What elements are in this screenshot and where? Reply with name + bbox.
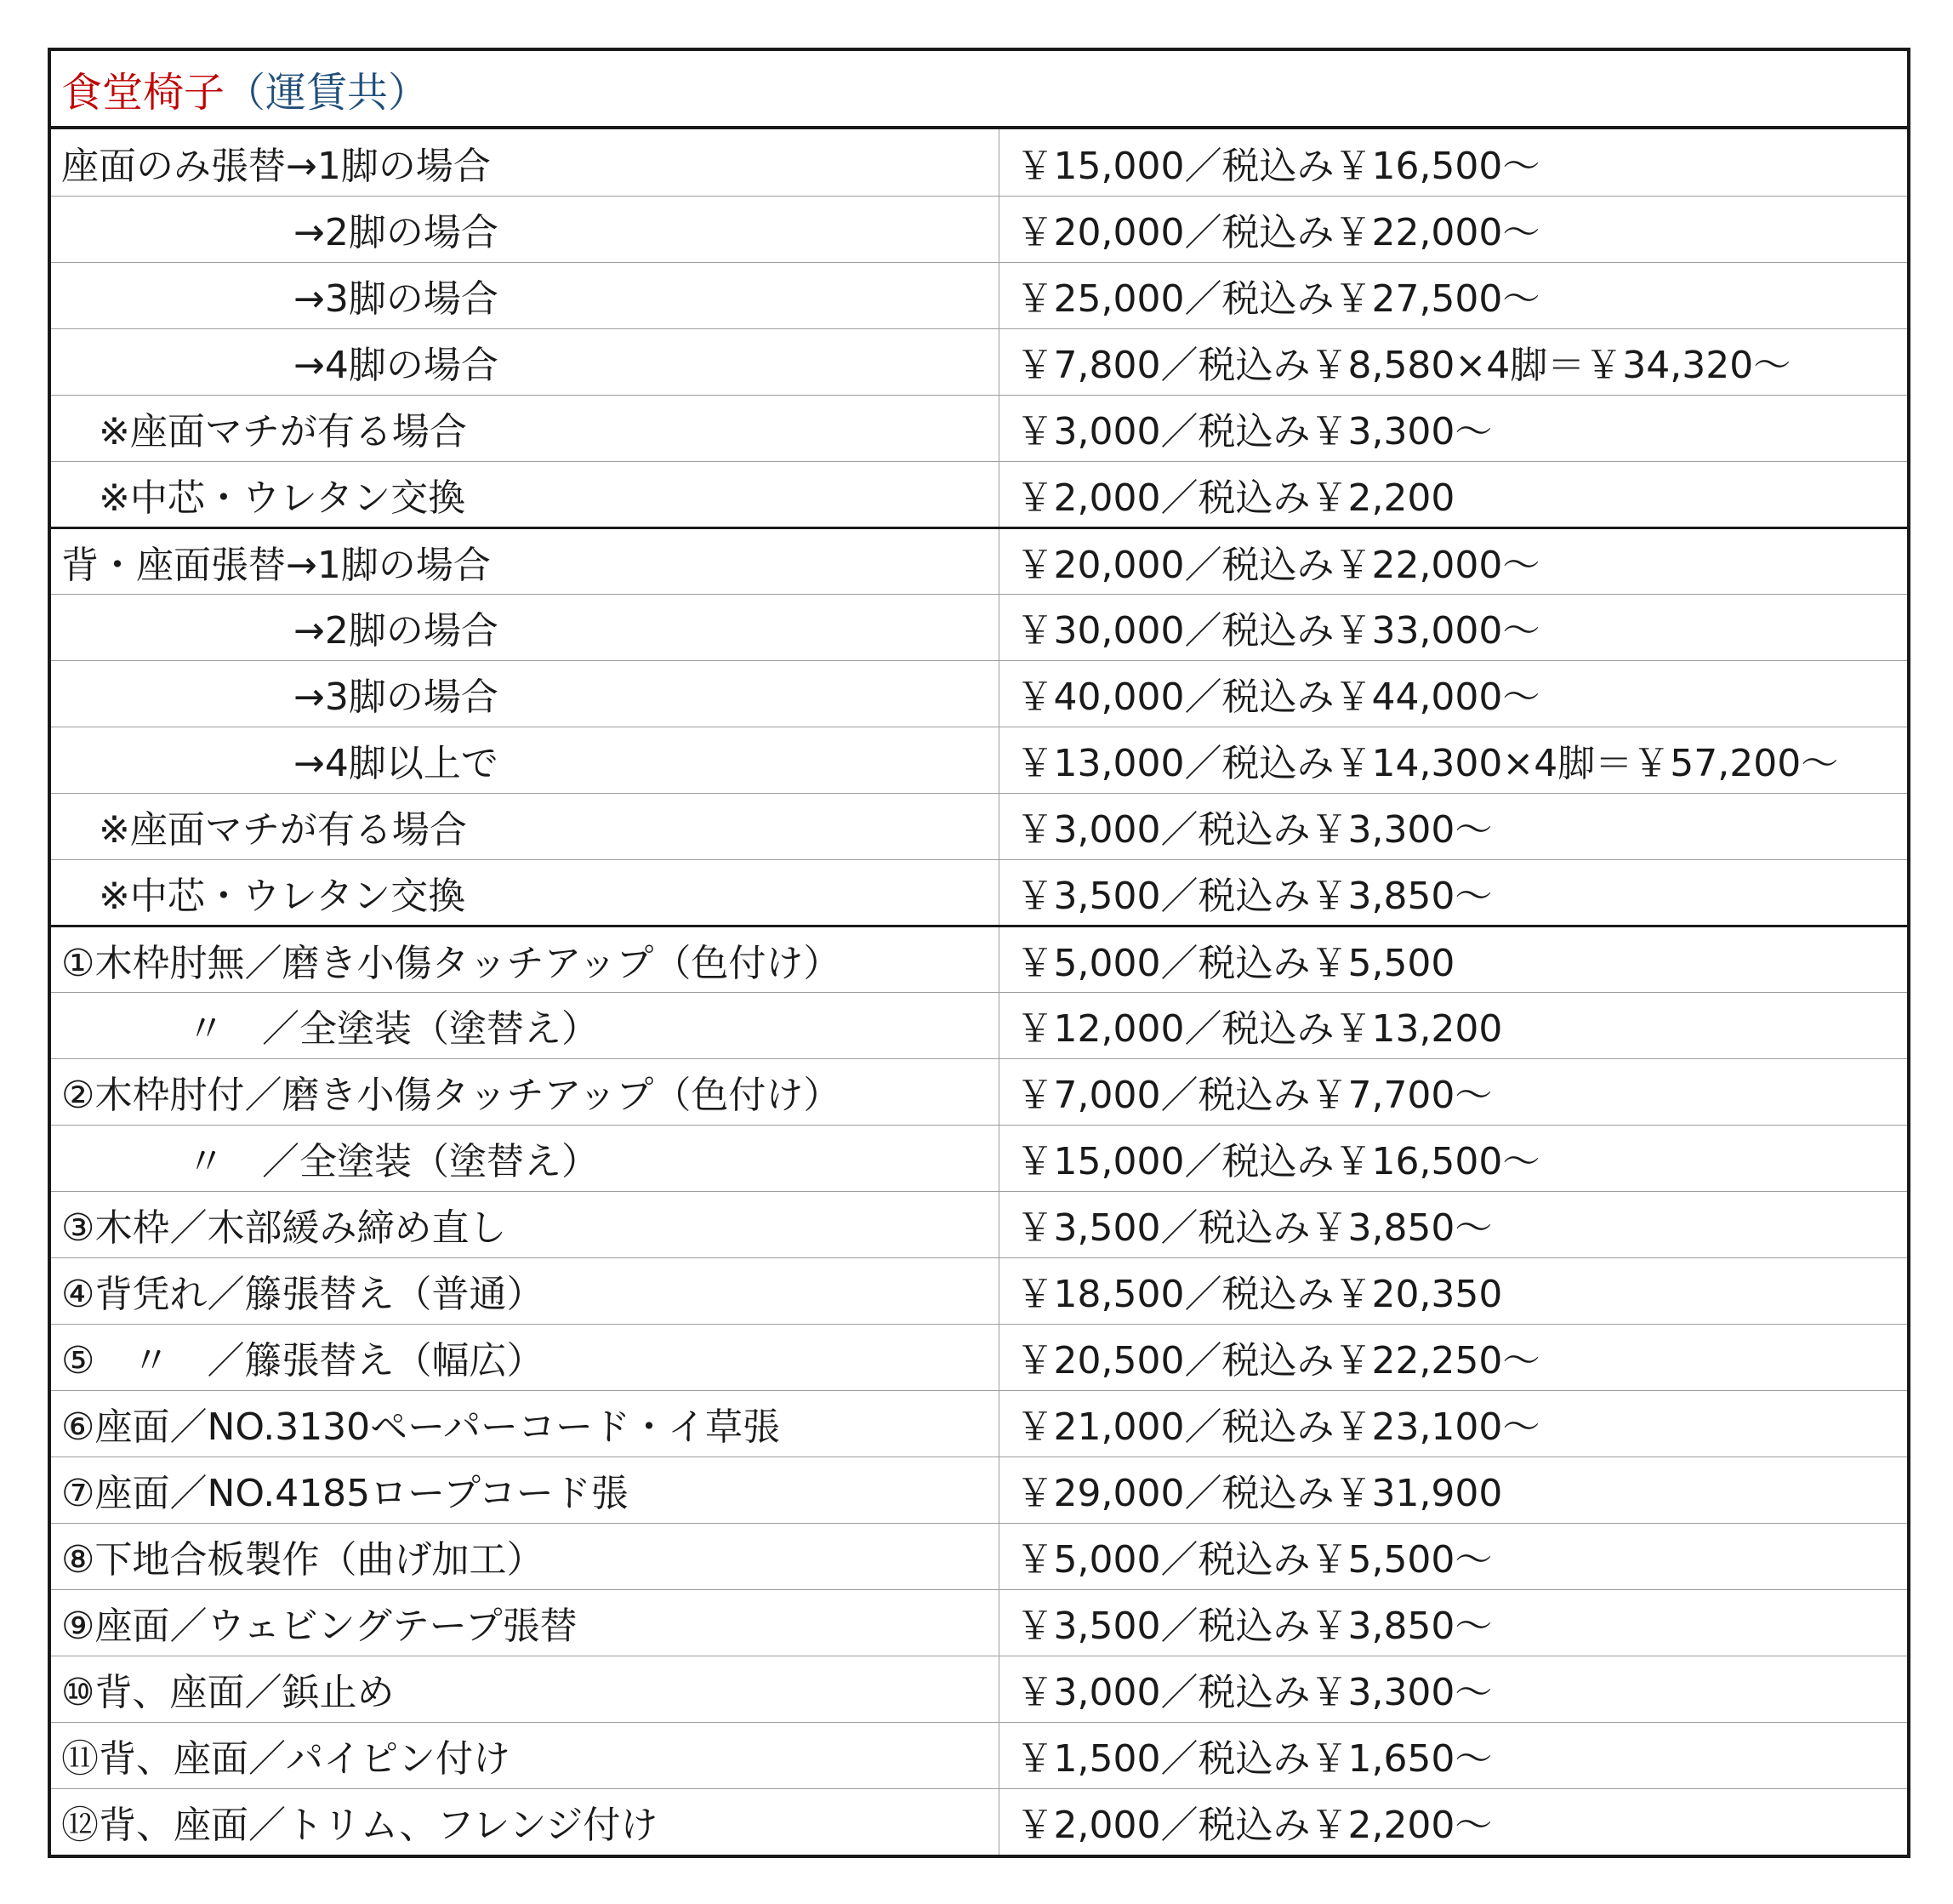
price-cell: ￥13,000／税込み￥14,300×4脚＝￥57,200～ bbox=[999, 727, 1907, 793]
price-cell: ￥2,000／税込み￥2,200 bbox=[999, 461, 1907, 527]
price-cell: ￥3,000／税込み￥3,300～ bbox=[999, 1656, 1907, 1722]
item-cell: ⑥座面／NO.3130ペーパーコード・イ草張 bbox=[51, 1390, 999, 1457]
table-row bbox=[51, 1589, 1907, 1656]
item-cell: ⑤ 〃 ／籐張替え（幅広） bbox=[51, 1324, 999, 1390]
table-row bbox=[51, 1722, 1907, 1788]
table-row bbox=[51, 1788, 1907, 1855]
table-row bbox=[51, 1125, 1907, 1191]
item-cell: ④背凭れ／籐張替え（普通） bbox=[51, 1257, 999, 1324]
price-cell: ￥3,500／税込み￥3,850～ bbox=[999, 1191, 1907, 1257]
item-cell: →4脚以上で bbox=[51, 727, 999, 793]
item-cell: ⑫背、座面／トリム、フレンジ付け bbox=[51, 1788, 999, 1855]
price-cell: ￥5,000／税込み￥5,500～ bbox=[999, 1523, 1907, 1589]
price-cell: ￥3,500／税込み￥3,850～ bbox=[999, 1589, 1907, 1656]
price-cell: ￥20,000／税込み￥22,000～ bbox=[999, 527, 1907, 594]
item-cell: →3脚の場合 bbox=[51, 262, 999, 328]
item-cell: →2脚の場合 bbox=[51, 196, 999, 262]
table-row bbox=[51, 1656, 1907, 1722]
item-cell: ⑪背、座面／パイピン付け bbox=[51, 1722, 999, 1788]
price-cell: ￥15,000／税込み￥16,500～ bbox=[1016, 144, 1540, 188]
price-cell: ￥7,000／税込み￥7,700～ bbox=[999, 1058, 1907, 1125]
table-row bbox=[51, 1257, 1907, 1324]
price-cell: ￥5,000／税込み￥5,500 bbox=[999, 926, 1907, 992]
price-cell: ￥40,000／税込み￥44,000～ bbox=[999, 660, 1907, 727]
price-cell: ￥15,000／税込み￥16,500～ bbox=[999, 1125, 1907, 1191]
item-cell: 〃 ／全塗装（塗替え） bbox=[51, 992, 999, 1058]
price-cell: ￥21,000／税込み￥23,100～ bbox=[999, 1390, 1907, 1457]
price-cell: ￥3,000／税込み￥3,300～ bbox=[999, 793, 1907, 859]
table-row bbox=[51, 395, 1907, 461]
table-row bbox=[51, 926, 1907, 992]
title-sub: （運賃共） bbox=[225, 68, 430, 117]
price-cell: ￥20,000／税込み￥22,000～ bbox=[999, 196, 1907, 262]
table-row bbox=[51, 1191, 1907, 1257]
price-cell: ￥7,800／税込み￥8,580×4脚＝￥34,320～ bbox=[999, 328, 1907, 395]
item-cell: ②木枠肘付／磨き小傷タッチアップ（色付け） bbox=[51, 1058, 999, 1125]
item-cell: ⑩背、座面／鋲止め bbox=[51, 1656, 999, 1722]
table-row bbox=[51, 1324, 1907, 1390]
table-row bbox=[51, 594, 1907, 660]
item-cell: ①木枠肘無／磨き小傷タッチアップ（色付け） bbox=[51, 926, 999, 992]
table-row bbox=[51, 1390, 1907, 1457]
price-table bbox=[48, 48, 1910, 1858]
item-cell: ※中芯・ウレタン交換 bbox=[51, 461, 999, 527]
item-cell: ⑨座面／ウェビングテープ張替 bbox=[51, 1589, 999, 1656]
price-cell: ￥30,000／税込み￥33,000～ bbox=[999, 594, 1907, 660]
item-cell: ③木枠／木部緩み締め直し bbox=[51, 1191, 999, 1257]
item-cell: ※中芯・ウレタン交換 bbox=[51, 859, 999, 926]
price-cell: ￥1,500／税込み￥1,650～ bbox=[999, 1722, 1907, 1788]
title-main: 食堂椅子 bbox=[61, 68, 225, 117]
item-cell: ⑦座面／NO.4185ロープコード張 bbox=[51, 1457, 999, 1523]
table-row bbox=[51, 461, 1907, 527]
table-row bbox=[51, 1523, 1907, 1589]
table-row bbox=[51, 859, 1907, 926]
item-cell: 背・座面張替→1脚の場合 bbox=[51, 527, 999, 594]
price-cell: ￥29,000／税込み￥31,900 bbox=[999, 1457, 1907, 1523]
item-cell: 座面のみ張替→1脚の場合 bbox=[51, 129, 999, 196]
table-row bbox=[51, 196, 1907, 262]
item-cell: →2脚の場合 bbox=[51, 594, 999, 660]
price-list bbox=[51, 129, 1907, 1855]
item-cell: →4脚の場合 bbox=[51, 328, 999, 395]
price-cell: ￥3,000／税込み￥3,300～ bbox=[999, 395, 1907, 461]
price-cell: ￥3,500／税込み￥3,850～ bbox=[999, 859, 1907, 926]
table-row bbox=[51, 793, 1907, 859]
price-cell: ￥20,500／税込み￥22,250～ bbox=[999, 1324, 1907, 1390]
table-row bbox=[51, 262, 1907, 328]
table-row bbox=[51, 1058, 1907, 1125]
table-row bbox=[51, 660, 1907, 727]
table-row bbox=[51, 328, 1907, 395]
item-cell: ※座面マチが有る場合 bbox=[51, 395, 999, 461]
price-cell: ￥2,000／税込み￥2,200～ bbox=[999, 1788, 1907, 1855]
table-row bbox=[51, 1457, 1907, 1523]
item-cell: 〃 ／全塗装（塗替え） bbox=[51, 1125, 999, 1191]
price-cell: ￥12,000／税込み￥13,200 bbox=[999, 992, 1907, 1058]
price-cell: ￥25,000／税込み￥27,500～ bbox=[999, 262, 1907, 328]
item-cell: ⑧下地合板製作（曲げ加工） bbox=[51, 1523, 999, 1589]
table-row bbox=[51, 992, 1907, 1058]
table-row bbox=[51, 129, 1907, 196]
table-title bbox=[51, 51, 1907, 129]
item-cell: →3脚の場合 bbox=[51, 660, 999, 727]
table-row bbox=[51, 727, 1907, 793]
price-cell: ￥18,500／税込み￥20,350 bbox=[999, 1257, 1907, 1324]
item-cell: ※座面マチが有る場合 bbox=[51, 793, 999, 859]
table-row bbox=[51, 527, 1907, 594]
